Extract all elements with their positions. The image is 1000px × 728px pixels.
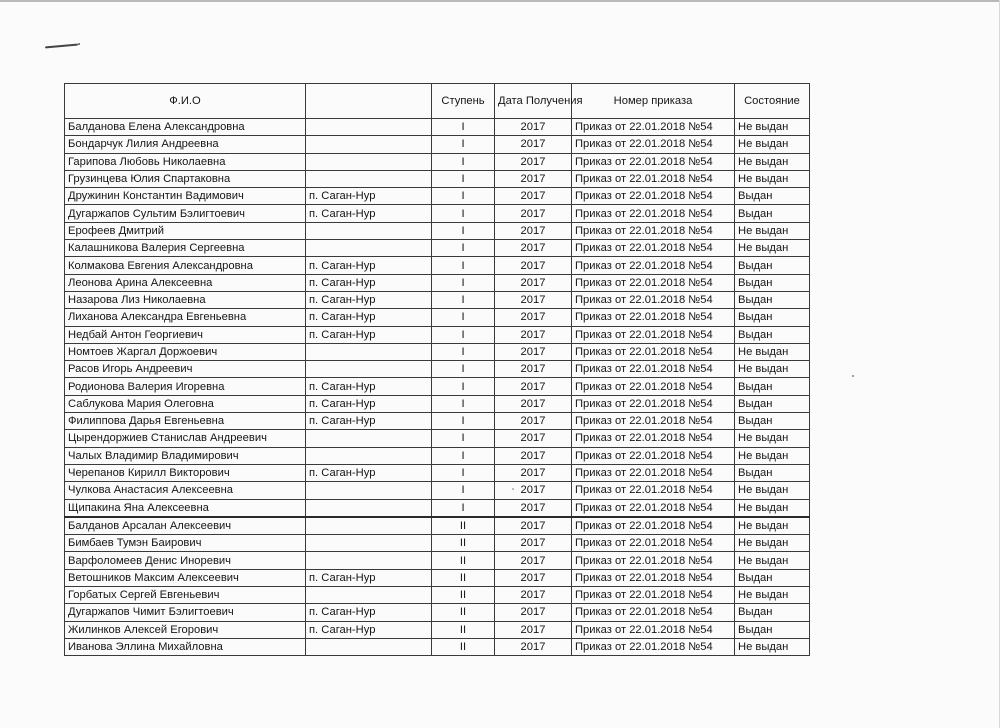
cell-status: Выдан xyxy=(735,604,810,621)
cell-place xyxy=(306,361,432,378)
table-row xyxy=(65,413,810,430)
cell-place: п. Саган-Нур xyxy=(306,413,432,430)
table-row xyxy=(65,170,810,187)
cell-stage: I xyxy=(432,343,495,360)
cell-name: Горбатых Сергей Евгеньевич xyxy=(65,587,306,604)
cell-order: Приказ от 22.01.2018 №54 xyxy=(572,326,735,343)
cell-order: Приказ от 22.01.2018 №54 xyxy=(572,240,735,257)
cell-date: 2017 xyxy=(495,535,572,552)
cell-status: Выдан xyxy=(735,569,810,586)
cell-name: Грузинцева Юлия Спартаковна xyxy=(65,170,306,187)
cell-status: Выдан xyxy=(735,309,810,326)
cell-status: Выдан xyxy=(735,464,810,481)
scan-top-edge xyxy=(0,0,1000,2)
cell-date: 2017 xyxy=(495,413,572,430)
cell-order: Приказ от 22.01.2018 №54 xyxy=(572,587,735,604)
cell-name: Родионова Валерия Игоревна xyxy=(65,378,306,395)
cell-name: Черепанов Кирилл Викторович xyxy=(65,464,306,481)
cell-order: Приказ от 22.01.2018 №54 xyxy=(572,464,735,481)
cell-order: Приказ от 22.01.2018 №54 xyxy=(572,569,735,586)
cell-name: Чалых Владимир Владимирович xyxy=(65,447,306,464)
cell-order: Приказ от 22.01.2018 №54 xyxy=(572,291,735,308)
table-row xyxy=(65,274,810,291)
cell-place xyxy=(306,552,432,569)
cell-stage: I xyxy=(432,361,495,378)
cell-name: Дугаржапов Чимит Бэлигтоевич xyxy=(65,604,306,621)
table-row xyxy=(65,552,810,569)
col-header-status: Состояние xyxy=(735,84,810,119)
table-row xyxy=(65,535,810,552)
cell-place xyxy=(306,482,432,499)
table-row xyxy=(65,395,810,412)
cell-place xyxy=(306,499,432,517)
cell-name: Балданова Елена Александровна xyxy=(65,119,306,136)
cell-name: Жилинков Алексей Егорович xyxy=(65,621,306,638)
cell-order: Приказ от 22.01.2018 №54 xyxy=(572,413,735,430)
cell-place xyxy=(306,447,432,464)
cell-order: Приказ от 22.01.2018 №54 xyxy=(572,188,735,205)
table-row xyxy=(65,430,810,447)
table-row xyxy=(65,569,810,586)
cell-order: Приказ от 22.01.2018 №54 xyxy=(572,153,735,170)
cell-name: Лиханова Александра Евгеньевна xyxy=(65,309,306,326)
cell-status: Не выдан xyxy=(735,638,810,655)
cell-date: 2017 xyxy=(495,291,572,308)
cell-place: п. Саган-Нур xyxy=(306,621,432,638)
cell-status: Выдан xyxy=(735,188,810,205)
cell-status: Не выдан xyxy=(735,240,810,257)
col-header-name: Ф.И.О xyxy=(65,84,306,119)
cell-order: Приказ от 22.01.2018 №54 xyxy=(572,274,735,291)
cell-stage: II xyxy=(432,552,495,569)
cell-stage: I xyxy=(432,447,495,464)
cell-place: п. Саган-Нур xyxy=(306,464,432,481)
col-header-place xyxy=(306,84,432,119)
cell-stage: II xyxy=(432,517,495,535)
col-header-stage: Ступень xyxy=(432,84,495,119)
cell-date: 2017 xyxy=(495,621,572,638)
cell-stage: I xyxy=(432,499,495,517)
cell-date: 2017 xyxy=(495,499,572,517)
cell-status: Выдан xyxy=(735,274,810,291)
cell-order: Приказ от 22.01.2018 №54 xyxy=(572,552,735,569)
cell-name: Иванова Эллина Михайловна xyxy=(65,638,306,655)
cell-place: п. Саган-Нур xyxy=(306,309,432,326)
cell-place xyxy=(306,222,432,239)
table-row xyxy=(65,464,810,481)
cell-date: 2017 xyxy=(495,240,572,257)
cell-place: п. Саган-Нур xyxy=(306,326,432,343)
table-row xyxy=(65,499,810,517)
table-row xyxy=(65,240,810,257)
cell-place: п. Саган-Нур xyxy=(306,188,432,205)
cell-status: Не выдан xyxy=(735,153,810,170)
cell-place xyxy=(306,170,432,187)
cell-stage: I xyxy=(432,153,495,170)
cell-stage: II xyxy=(432,604,495,621)
cell-place: п. Саган-Нур xyxy=(306,274,432,291)
cell-name: Дугаржапов Сультим Бэлигтоевич xyxy=(65,205,306,222)
cell-name: Гарипова Любовь Николаевна xyxy=(65,153,306,170)
table-row xyxy=(65,119,810,136)
cell-stage: II xyxy=(432,587,495,604)
cell-name: Назарова Лиз Николаевна xyxy=(65,291,306,308)
table-row xyxy=(65,136,810,153)
cell-order: Приказ от 22.01.2018 №54 xyxy=(572,638,735,655)
table-row xyxy=(65,621,810,638)
table-row xyxy=(65,604,810,621)
table-row xyxy=(65,587,810,604)
cell-date: 2017 xyxy=(495,343,572,360)
cell-stage: I xyxy=(432,430,495,447)
cell-name: Леонова Арина Алексеевна xyxy=(65,274,306,291)
cell-date: 2017 xyxy=(495,552,572,569)
cell-stage: II xyxy=(432,638,495,655)
cell-status: Не выдан xyxy=(735,343,810,360)
cell-order: Приказ от 22.01.2018 №54 xyxy=(572,257,735,274)
cell-name: Ветошников Максим Алексеевич xyxy=(65,569,306,586)
cell-status: Не выдан xyxy=(735,222,810,239)
cell-status: Не выдан xyxy=(735,482,810,499)
cell-name: Щипакина Яна Алексеевна xyxy=(65,499,306,517)
cell-date: 2017 xyxy=(495,604,572,621)
cell-date: 2017 xyxy=(495,136,572,153)
cell-date: 2017 xyxy=(495,378,572,395)
cell-order: Приказ от 22.01.2018 №54 xyxy=(572,604,735,621)
cell-order: Приказ от 22.01.2018 №54 xyxy=(572,361,735,378)
cell-name: Саблукова Мария Олеговна xyxy=(65,395,306,412)
cell-place: п. Саган-Нур xyxy=(306,205,432,222)
cell-name: Бимбаев Тумэн Баирович xyxy=(65,535,306,552)
cell-status: Выдан xyxy=(735,291,810,308)
cell-stage: I xyxy=(432,326,495,343)
table-body xyxy=(65,119,810,656)
cell-stage: I xyxy=(432,464,495,481)
pen-mark xyxy=(45,44,78,49)
cell-place xyxy=(306,343,432,360)
cell-place: п. Саган-Нур xyxy=(306,604,432,621)
cell-order: Приказ от 22.01.2018 №54 xyxy=(572,535,735,552)
cell-date: 2017 xyxy=(495,464,572,481)
cell-stage: I xyxy=(432,170,495,187)
cell-stage: I xyxy=(432,240,495,257)
cell-status: Не выдан xyxy=(735,447,810,464)
cell-order: Приказ от 22.01.2018 №54 xyxy=(572,170,735,187)
cell-status: Не выдан xyxy=(735,136,810,153)
cell-name: Номтоев Жаргал Доржоевич xyxy=(65,343,306,360)
table-row xyxy=(65,343,810,360)
cell-stage: I xyxy=(432,257,495,274)
cell-order: Приказ от 22.01.2018 №54 xyxy=(572,395,735,412)
cell-stage: II xyxy=(432,535,495,552)
cell-stage: I xyxy=(432,188,495,205)
cell-order: Приказ от 22.01.2018 №54 xyxy=(572,430,735,447)
table-row xyxy=(65,291,810,308)
cell-status: Не выдан xyxy=(735,119,810,136)
cell-place xyxy=(306,240,432,257)
cell-place xyxy=(306,153,432,170)
cell-place xyxy=(306,638,432,655)
cell-date: 2017 xyxy=(495,326,572,343)
cell-order: Приказ от 22.01.2018 №54 xyxy=(572,621,735,638)
cell-date: 2017 xyxy=(495,395,572,412)
cell-stage: I xyxy=(432,309,495,326)
table-row xyxy=(65,361,810,378)
cell-status: Не выдан xyxy=(735,517,810,535)
table-row xyxy=(65,205,810,222)
table-row xyxy=(65,378,810,395)
cell-order: Приказ от 22.01.2018 №54 xyxy=(572,309,735,326)
cell-date: 2017 xyxy=(495,447,572,464)
cell-date: 2017 xyxy=(495,361,572,378)
cell-status: Не выдан xyxy=(735,552,810,569)
cell-status: Выдан xyxy=(735,378,810,395)
table-row xyxy=(65,222,810,239)
cell-name: Бондарчук Лилия Андреевна xyxy=(65,136,306,153)
cell-stage: II xyxy=(432,621,495,638)
table-row xyxy=(65,257,810,274)
cell-date: 2017 xyxy=(495,153,572,170)
cell-name: Расов Игорь Андреевич xyxy=(65,361,306,378)
cell-place: п. Саган-Нур xyxy=(306,395,432,412)
col-header-date: Дата Получения xyxy=(495,84,572,119)
cell-status: Выдан xyxy=(735,413,810,430)
cell-date: 2017 xyxy=(495,170,572,187)
cell-order: Приказ от 22.01.2018 №54 xyxy=(572,343,735,360)
cell-name: Цырендоржиев Станислав Андреевич xyxy=(65,430,306,447)
cell-date: 2017 xyxy=(495,430,572,447)
cell-status: Выдан xyxy=(735,395,810,412)
cell-place: п. Саган-Нур xyxy=(306,378,432,395)
cell-date: 2017 xyxy=(495,274,572,291)
cell-stage: II xyxy=(432,569,495,586)
cell-order: Приказ от 22.01.2018 №54 xyxy=(572,447,735,464)
cell-place xyxy=(306,587,432,604)
cell-order: Приказ от 22.01.2018 №54 xyxy=(572,119,735,136)
cell-place xyxy=(306,517,432,535)
certificate-table xyxy=(64,83,810,656)
cell-name: Дружинин Константин Вадимович xyxy=(65,188,306,205)
cell-order: Приказ от 22.01.2018 №54 xyxy=(572,222,735,239)
cell-status: Не выдан xyxy=(735,535,810,552)
cell-place xyxy=(306,119,432,136)
cell-status: Выдан xyxy=(735,257,810,274)
table-row xyxy=(65,447,810,464)
cell-stage: I xyxy=(432,378,495,395)
table-header-row xyxy=(65,84,810,119)
cell-name: Ерофеев Дмитрий xyxy=(65,222,306,239)
cell-status: Не выдан xyxy=(735,361,810,378)
cell-order: Приказ от 22.01.2018 №54 xyxy=(572,499,735,517)
cell-stage: I xyxy=(432,291,495,308)
cell-order: Приказ от 22.01.2018 №54 xyxy=(572,136,735,153)
table-row xyxy=(65,517,810,535)
cell-status: Выдан xyxy=(735,205,810,222)
cell-place: п. Саган-Нур xyxy=(306,257,432,274)
cell-name: Балданов Арсалан Алексеевич xyxy=(65,517,306,535)
table-row xyxy=(65,188,810,205)
cell-name: Варфоломеев Денис Иноревич xyxy=(65,552,306,569)
cell-date: 2017 xyxy=(495,517,572,535)
cell-status: Не выдан xyxy=(735,430,810,447)
scan-speck xyxy=(852,375,854,377)
cell-order: Приказ от 22.01.2018 №54 xyxy=(572,517,735,535)
cell-date: 2017 xyxy=(495,222,572,239)
cell-place xyxy=(306,136,432,153)
cell-stage: I xyxy=(432,274,495,291)
cell-date: 2017 xyxy=(495,257,572,274)
cell-place: п. Саган-Нур xyxy=(306,569,432,586)
table-row xyxy=(65,482,810,499)
pen-dot xyxy=(78,43,80,45)
col-header-order: Номер приказа xyxy=(572,84,735,119)
cell-date: 2017 xyxy=(495,205,572,222)
cell-stage: I xyxy=(432,222,495,239)
cell-status: Выдан xyxy=(735,621,810,638)
cell-stage: I xyxy=(432,119,495,136)
table-row xyxy=(65,153,810,170)
cell-name: Калашникова Валерия Сергеевна xyxy=(65,240,306,257)
table-row xyxy=(65,326,810,343)
cell-stage: I xyxy=(432,205,495,222)
cell-stage: I xyxy=(432,136,495,153)
cell-date: 2017 xyxy=(495,119,572,136)
cell-place: п. Саган-Нур xyxy=(306,291,432,308)
cell-order: Приказ от 22.01.2018 №54 xyxy=(572,378,735,395)
cell-status: Выдан xyxy=(735,326,810,343)
cell-stage: I xyxy=(432,482,495,499)
cell-stage: I xyxy=(432,395,495,412)
cell-order: Приказ от 22.01.2018 №54 xyxy=(572,482,735,499)
cell-order: Приказ от 22.01.2018 №54 xyxy=(572,205,735,222)
table-row xyxy=(65,638,810,655)
cell-status: Не выдан xyxy=(735,587,810,604)
cell-date: 2017 xyxy=(495,309,572,326)
cell-status: Не выдан xyxy=(735,499,810,517)
cell-place xyxy=(306,430,432,447)
cell-stage: I xyxy=(432,413,495,430)
cell-place xyxy=(306,535,432,552)
cell-date: 2017 xyxy=(495,482,572,499)
cell-status: Не выдан xyxy=(735,170,810,187)
cell-name: Чулкова Анастасия Алексеевна xyxy=(65,482,306,499)
cell-name: Колмакова Евгения Александровна xyxy=(65,257,306,274)
cell-name: Филиппова Дарья Евгеньевна xyxy=(65,413,306,430)
cell-date: 2017 xyxy=(495,638,572,655)
table-row xyxy=(65,309,810,326)
cell-name: Недбай Антон Георгиевич xyxy=(65,326,306,343)
cell-date: 2017 xyxy=(495,188,572,205)
cell-date: 2017 xyxy=(495,569,572,586)
cell-date: 2017 xyxy=(495,587,572,604)
